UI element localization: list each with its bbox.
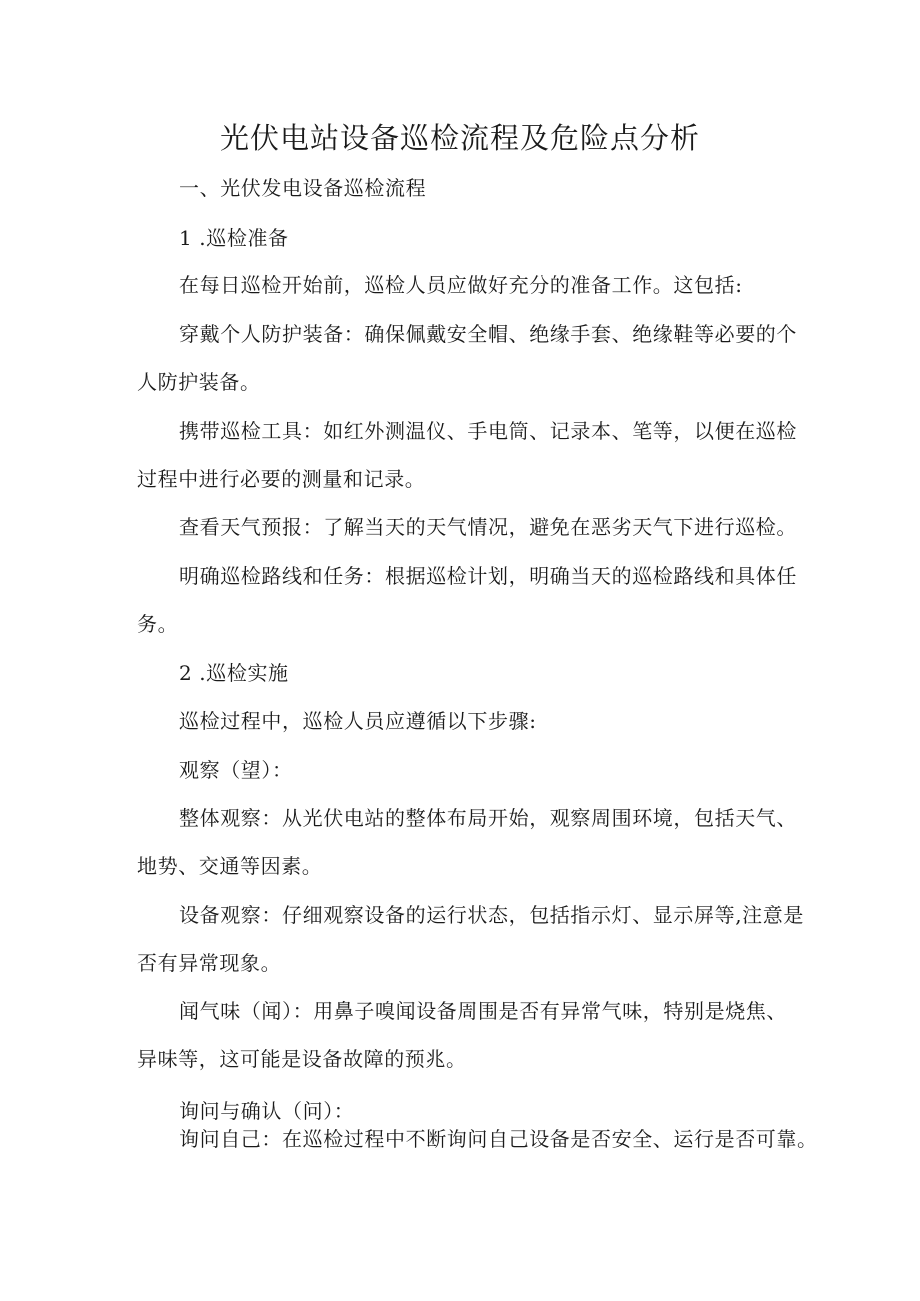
paragraph: 查看天气预报：了解当天的天气情况，避免在恶劣天气下进行巡检。	[179, 515, 797, 539]
document-title: 光伏电站设备巡检流程及危险点分析	[219, 121, 700, 155]
paragraph-line: 异味等，这可能是设备故障的预兆。	[137, 1047, 467, 1071]
paragraph-line: 设备观察：仔细观察设备的运行状态，包括指示灯、显示屏等,注意是	[179, 903, 804, 927]
paragraph: 观察（望）：	[179, 758, 293, 782]
paragraph-line: 人防护装备。	[137, 370, 261, 394]
paragraph-line: 否有异常现象。	[137, 951, 282, 975]
paragraph: 在每日巡检开始前，巡检人员应做好充分的准备工作。这包括:	[179, 273, 743, 297]
paragraph-line: 务。	[137, 612, 179, 636]
paragraph-line: 穿戴个人防护装备：确保佩戴安全帽、绝缘手套、绝缘鞋等必要的个	[179, 322, 797, 346]
paragraph: 询问与确认（问）：	[179, 1099, 355, 1123]
paragraph-line: 携带巡检工具：如红外测温仪、手电筒、记录本、笔等，以便在巡检	[179, 419, 797, 443]
paragraph-line: 过程中进行必要的测量和记录。	[137, 467, 426, 491]
subsection-heading: 1 .巡检准备	[179, 226, 289, 250]
paragraph-line: 地势、交通等因素。	[137, 854, 323, 878]
paragraph: 询问自己：在巡检过程中不断询问自己设备是否安全、运行是否可靠。	[179, 1127, 818, 1151]
paragraph-line: 整体观察：从光伏电站的整体布局开始，观察周围环境，包括天气、	[179, 806, 797, 830]
section-heading: 一、光伏发电设备巡检流程	[179, 176, 427, 200]
paragraph-line: 明确巡检路线和任务：根据巡检计划，明确当天的巡检路线和具体任	[179, 564, 797, 588]
paragraph-line: 闻气味（闻）：用鼻子嗅闻设备周围是否有异常气味，特别是烧焦、	[179, 999, 787, 1023]
subsection-heading: 2 .巡检实施	[179, 661, 289, 685]
paragraph: 巡检过程中，巡检人员应遵循以下步骤:	[179, 709, 537, 733]
